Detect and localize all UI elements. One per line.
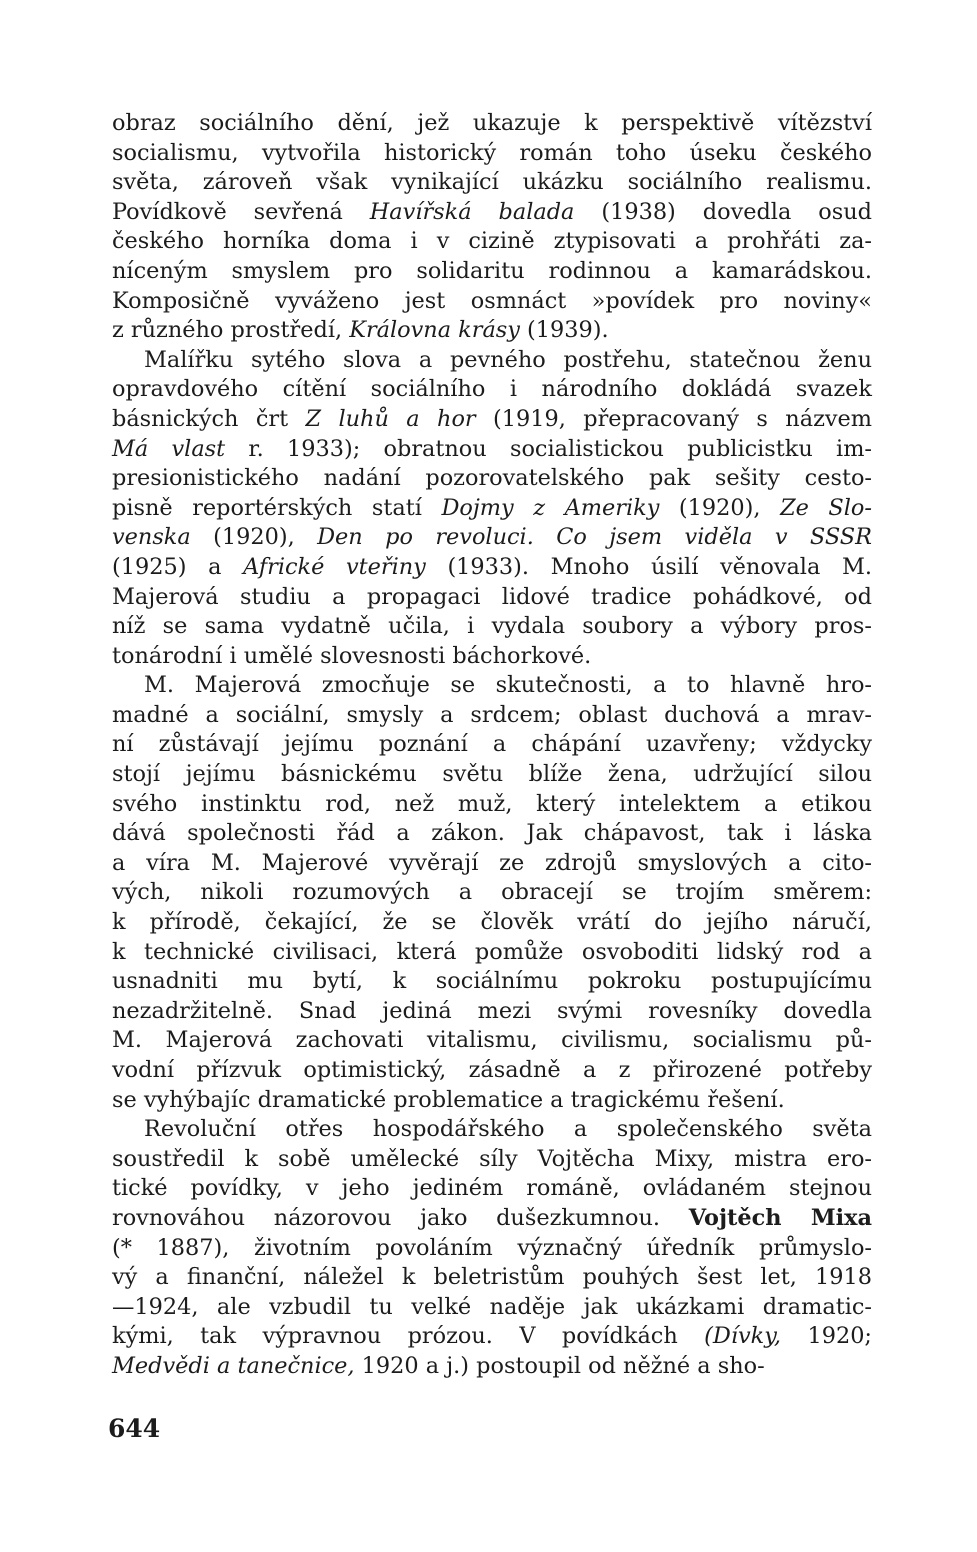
text-line xyxy=(112,819,872,849)
text-line xyxy=(112,1174,872,1204)
text-line xyxy=(112,1234,872,1264)
text-run: českého horníka doma i v cizině ztypisovati a prohřáti za- xyxy=(112,228,872,255)
text-run: tické povídky, v jeho jediném románě, ovládaném stejnou xyxy=(112,1175,872,1202)
text-line xyxy=(112,405,872,435)
italic-title: Africké vteřiny xyxy=(243,553,426,580)
text-line xyxy=(112,849,872,879)
text-line xyxy=(112,109,872,139)
text-line xyxy=(112,642,872,672)
text-run: Malířku sytého slova a pevného postřehu, statečnou ženu xyxy=(144,346,872,373)
text-run: soustředil k sobě umělecké síly Vojtěcha Mixy, mistra ero- xyxy=(112,1145,872,1172)
text-line xyxy=(112,1115,872,1145)
text-line xyxy=(112,287,872,317)
text-line xyxy=(112,523,872,553)
italic-title: Ze Slo- xyxy=(780,494,872,521)
text-line xyxy=(112,908,872,938)
text-line xyxy=(112,583,872,613)
text-run: vý a finanční, náležel k beletristům pouhých šest let, 1918 xyxy=(112,1264,872,1291)
text-run: —1924, ale vzbudil tu velké naděje jak ukázkami dramatic- xyxy=(112,1293,872,1320)
text-line xyxy=(112,1145,872,1175)
text-line xyxy=(112,967,872,997)
text-run: M. Majerová zmocňuje se skutečnosti, a to hlavně hro- xyxy=(144,672,872,699)
text-line xyxy=(112,553,872,583)
italic-title: Má vlast xyxy=(112,435,226,462)
text-run: (1920), xyxy=(190,524,318,551)
text-run: (* 1887), životním povoláním význačný úředník průmyslo- xyxy=(112,1234,872,1261)
text-line xyxy=(112,139,872,169)
text-run: a víra M. Majerové vyvěrají ze zdrojů smyslových a cito- xyxy=(112,849,872,876)
text-run: z různého prostředí, xyxy=(112,317,350,344)
italic-title: Královna krásy xyxy=(349,317,520,344)
text-run: madné a sociální, smysly a srdcem; oblast duchová a mrav- xyxy=(112,701,872,728)
text-run: (1938) dovedla osud xyxy=(574,198,872,225)
italic-title: Medvědi a tanečnice, xyxy=(112,1352,355,1379)
text-line xyxy=(112,878,872,908)
text-run: pisně reportérských statí xyxy=(112,494,442,521)
text-line xyxy=(112,1026,872,1056)
text-run: Revoluční otřes hospodářského a společenského světa xyxy=(144,1116,872,1143)
text-line xyxy=(112,1263,872,1293)
text-line xyxy=(112,316,872,346)
text-line xyxy=(112,168,872,198)
text-line xyxy=(112,1322,872,1352)
text-line xyxy=(112,1204,872,1234)
page-number: 644 xyxy=(108,1414,161,1443)
text-run: rovnováhou názorovou jako dušezkumnou. xyxy=(112,1204,689,1231)
text-run: stojí jejímu básnickému světu blíže žena, udržující silou xyxy=(112,761,872,788)
italic-title: (Dívky, xyxy=(704,1323,782,1350)
text-run: Komposičně vyváženo jest osmnáct »povídek pro noviny« xyxy=(112,287,872,314)
text-run: k technické civilisaci, která pomůže osvoboditi lidský rod a xyxy=(112,938,872,965)
text-line xyxy=(112,257,872,287)
text-run: vých, nikoli rozumových a obracejí se trojím směrem: xyxy=(112,879,872,906)
text-run: níž se sama vydatně učila, i vydala soubory a výbory pros- xyxy=(112,613,872,640)
text-run: 1920 a j.) postoupil od něžné a sho- xyxy=(354,1352,765,1379)
text-line xyxy=(112,701,872,731)
text-line xyxy=(112,730,872,760)
text-line xyxy=(112,612,872,642)
text-line xyxy=(112,198,872,228)
text-run: Majerová studiu a propagaci lidové tradice pohádkové, od xyxy=(112,583,872,610)
text-run: tonárodní i umělé slovesnosti báchorkové. xyxy=(112,642,592,669)
text-run: vodní přízvuk optimistický, zásadně a z přirozené potřeby xyxy=(112,1057,872,1083)
text-run: r. 1933); obratnou socialistickou publicistku im- xyxy=(225,435,872,462)
text-line xyxy=(112,1056,872,1086)
text-line xyxy=(112,435,872,465)
text-line xyxy=(112,938,872,968)
text-run: nezadržitelně. Snad jediná mezi svými rovesníky dovedla xyxy=(112,997,872,1024)
italic-title: Dojmy z Ameriky xyxy=(441,494,660,521)
text-line xyxy=(112,790,872,820)
text-line xyxy=(112,1293,872,1323)
text-line xyxy=(112,671,872,701)
text-run: svého instinktu rod, než muž, který intelektem a etikou xyxy=(112,790,872,817)
text-run: M. Majerová zachovati vitalismu, civilismu, socialismu pů- xyxy=(112,1027,872,1054)
page-body xyxy=(112,109,872,1382)
text-run: dává společnosti řád a zákon. Jak chápavost, tak i láska xyxy=(112,820,872,847)
text-run: socialismu, vytvořila historický román toho úseku českého xyxy=(112,139,872,166)
text-line xyxy=(112,997,872,1027)
text-line xyxy=(112,227,872,257)
text-run: opravdového cítění sociálního i národního dokládá svazek xyxy=(112,376,872,403)
italic-title: venska xyxy=(112,524,191,551)
text-run: básnických črt xyxy=(112,405,306,432)
italic-title: Den po revoluci. Co jsem viděla v SSSR xyxy=(317,524,872,551)
text-run: presionistického nadání pozorovatelského pak sešity cesto- xyxy=(112,465,872,492)
text-run: ní zůstávají jejímu poznání a chápání uzavřeny; vždycky xyxy=(112,731,872,758)
italic-title: Havířská balada xyxy=(369,198,575,225)
text-line xyxy=(112,375,872,405)
text-run: k přírodě, čekající, že se člověk vrátí do jejího náručí, xyxy=(112,909,872,936)
text-run: kými, tak výpravnou prózou. V povídkách xyxy=(112,1323,705,1350)
text-run: (1939). xyxy=(519,317,609,344)
text-run: (1925) a xyxy=(112,553,244,580)
bold-name: Vojtěch Mixa xyxy=(688,1204,873,1231)
text-line xyxy=(112,346,872,376)
text-run: se vyhýbajíc dramatické problematice a tragickému řešení. xyxy=(112,1086,785,1113)
italic-title: Z luhů a hor xyxy=(305,405,476,432)
text-run: (1920), xyxy=(659,494,781,521)
text-line xyxy=(112,760,872,790)
text-line xyxy=(112,1086,872,1116)
text-run: obraz sociálního dění, jež ukazuje k perspektivě vítězství xyxy=(112,110,872,136)
text-run: světa, zároveň však vynikající ukázku sociálního realismu. xyxy=(112,169,872,196)
text-run: Povídkově sevřená xyxy=(112,198,370,225)
text-run: (1933). Mnoho úsilí věnovala M. xyxy=(425,553,872,580)
text-line xyxy=(112,464,872,494)
text-run: usnadniti mu bytí, k sociálnímu pokroku postupujícímu xyxy=(112,968,872,995)
text-run: níceným smyslem pro solidaritu rodinnou a kamarádskou. xyxy=(112,257,872,284)
text-run: 1920; xyxy=(781,1323,872,1350)
text-line xyxy=(112,1352,872,1382)
text-line xyxy=(112,494,872,524)
text-run: (1919, přepracovaný s názvem xyxy=(475,405,872,432)
